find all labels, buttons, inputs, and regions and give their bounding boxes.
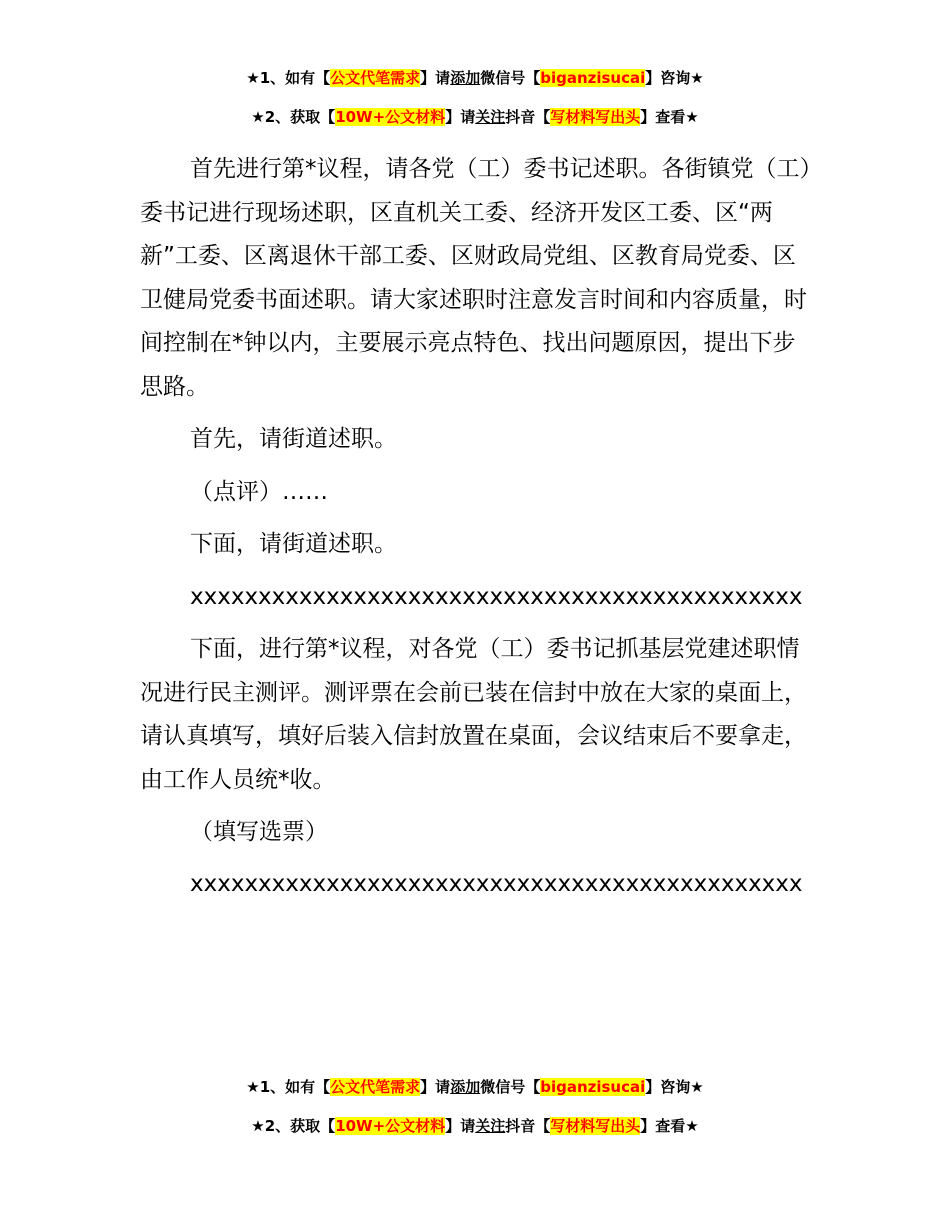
header-ad-line-1 <box>0 67 950 89</box>
footer-ad-2-underline: 关注 <box>475 1117 506 1135</box>
footer-ad-1-mid2: 微信号【 <box>480 1078 541 1096</box>
footer-ad-2-mid1: 】请 <box>445 1117 476 1135</box>
header-ad-line-2 <box>0 106 950 128</box>
footer-ad-2-highlight-douyin: 写材料写出头 <box>550 1117 641 1135</box>
paragraph-street-report-first: 首先，请街道述职。 <box>190 426 397 453</box>
footer-ad-2-prefix: ★2、获取【 <box>251 1117 336 1135</box>
footer-ad-1-highlight-service: 公文代笔需求 <box>330 1078 421 1096</box>
header-ad-1-mid2: 微信号【 <box>480 69 541 87</box>
header-ad-1-highlight-service: 公文代笔需求 <box>330 69 421 87</box>
header-ad-2-suffix: 】查看★ <box>640 108 699 126</box>
paragraph-placeholder-1: xxxxxxxxxxxxxxxxxxxxxxxxxxxxxxxxxxxxxxxxxxxxx <box>190 583 803 610</box>
paragraph-fill-ballot: （填写选票） <box>190 819 328 846</box>
header-ad-2-mid2: 抖音【 <box>505 108 551 126</box>
footer-ad-1-suffix: 】咨询★ <box>645 1078 704 1096</box>
footer-ad-2-highlight-materials: 10W+公文材料 <box>335 1117 446 1135</box>
footer-ad-line-2 <box>0 1115 950 1137</box>
header-ad-1-prefix: ★1、如有【 <box>246 69 331 87</box>
header-ad-1-suffix: 】咨询★ <box>645 69 704 87</box>
footer-ad-line-1 <box>0 1076 950 1098</box>
paragraph-street-report-next: 下面，请街道述职。 <box>190 531 397 558</box>
footer-ad-1-prefix: ★1、如有【 <box>246 1078 331 1096</box>
paragraph-comment: （点评）…… <box>190 478 328 505</box>
footer-ad-1-underline: 添加 <box>450 1078 481 1096</box>
footer-ad-1-highlight-wechat: biganzisucai <box>540 1078 646 1096</box>
paragraph-placeholder-2: xxxxxxxxxxxxxxxxxxxxxxxxxxxxxxxxxxxxxxxxxxxxx <box>190 871 803 898</box>
header-ad-1-underline: 添加 <box>450 69 481 87</box>
footer-ad-2-mid2: 抖音【 <box>505 1117 551 1135</box>
header-ad-2-underline: 关注 <box>475 108 506 126</box>
header-ad-1-highlight-wechat: biganzisucai <box>540 69 646 87</box>
footer-ad-1-mid1: 】请 <box>420 1078 451 1096</box>
header-ad-2-highlight-douyin: 写材料写出头 <box>550 108 641 126</box>
header-ad-2-highlight-materials: 10W+公文材料 <box>335 108 446 126</box>
document-body <box>140 148 812 916</box>
footer-ad-2-suffix: 】查看★ <box>640 1117 699 1135</box>
paragraph-evaluation: 下面，进行第*议程，对各党（工）委书记抓基层党建述职情况进行民主测评。测评票在会前已装在信封中放在大家的桌面上，请认真填写，填好后装入信封放置在桌面，会议结束后不要拿走，由工作人员统*收。 <box>140 635 807 793</box>
header-ad-2-prefix: ★2、获取【 <box>251 108 336 126</box>
paragraph-agenda-intro: 首先进行第*议程，请各党（工）委书记述职。各街镇党（工）委书记进行现场述职，区直机关工委、经济开发区工委、区“两新”工委、区离退休干部工委、区财政局党组、区教育局党委、区卫健局党委书面述职。请大家述职时注意发言时间和内容质量，时间控制在*钟以内，主要展示亮点特色、找出问题原因，提出下步思路。 <box>140 156 811 400</box>
header-ad-2-mid1: 】请 <box>445 108 476 126</box>
header-ad-1-mid1: 】请 <box>420 69 451 87</box>
